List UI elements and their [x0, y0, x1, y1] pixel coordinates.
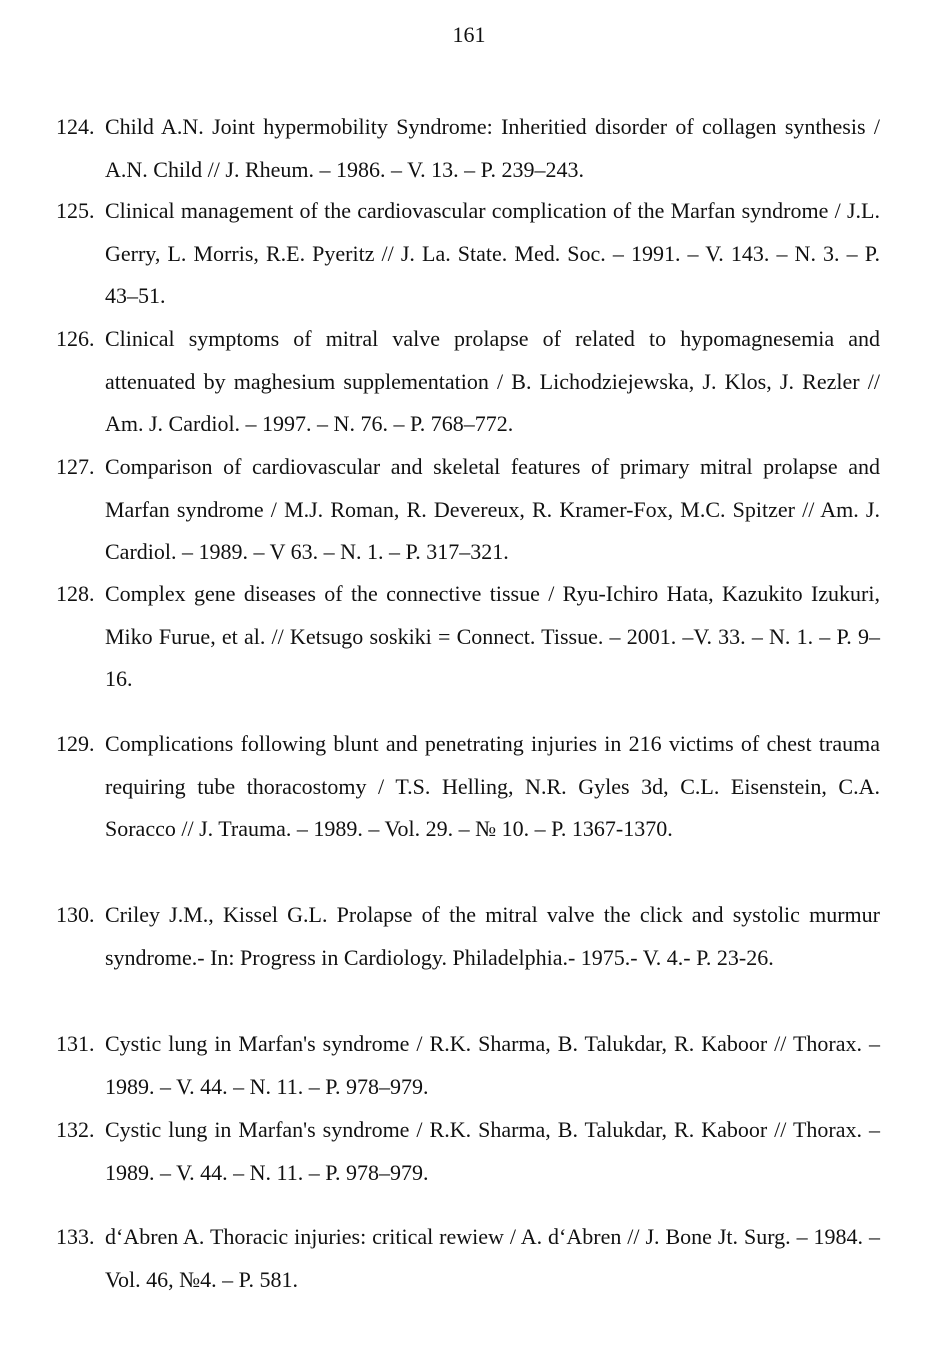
reference-text: Complications following blunt and penetrating injuries in 216 victims of chest trauma requiring tube thoracostomy / T.S. Helling, N.R. Gyles 3d, C.L. Eisenstein, C.A. Soracco // J. Trauma. – 1989. – Vol. 29. – № 10. – P. 1367-1370. [105, 731, 880, 842]
reference-text: Cystic lung in Marfan's syndrome / R.K. Sharma, B. Talukdar, R. Kaboor // Thorax. – 1989. – V. 44. – N. 11. – P. 978–979. [105, 1117, 880, 1185]
reference-item [56, 723, 880, 851]
reference-text: d‘Abren A. Thoracic injuries: critical rewiew / A. d‘Abren // J. Bone Jt. Surg. – 1984. – Vol. 46, №4. – P. 581. [105, 1224, 880, 1292]
reference-item [56, 446, 880, 574]
reference-item [56, 106, 880, 191]
reference-item [56, 1216, 880, 1301]
reference-number: 133. [56, 1224, 95, 1249]
reference-text: Child A.N. Joint hypermobility Syndrome: Inheritied disorder of collagen synthesis / A.N. Child // J. Rheum. – 1986. – V. 13. – P. 239–243. [105, 114, 880, 182]
reference-item [56, 1109, 880, 1194]
reference-number: 132. [56, 1117, 95, 1142]
reference-text: Cystic lung in Marfan's syndrome / R.K. Sharma, B. Talukdar, R. Kaboor // Thorax. – 1989. – V. 44. – N. 11. – P. 978–979. [105, 1031, 880, 1099]
reference-number: 131. [56, 1031, 95, 1056]
reference-number: 127. [56, 454, 95, 479]
reference-number: 130. [56, 902, 95, 927]
reference-text: Complex gene diseases of the connective tissue / Ryu-Ichiro Hata, Kazukito Izukuri, Miko Furue, et al. // Ketsugo soskiki = Connect. Tissue. – 2001. –V. 33. – N. 1. – P. 9–16. [105, 581, 880, 692]
reference-text: Comparison of cardiovascular and skeletal features of primary mitral prolapse and Marfan syndrome / M.J. Roman, R. Devereux, R. Kramer-Fox, M.C. Spitzer // Am. J. Cardiol. – 1989. – V 63. – N. 1. – P. 317–321. [105, 454, 880, 565]
reference-item [56, 894, 880, 979]
reference-number: 124. [56, 114, 95, 139]
reference-item [56, 1023, 880, 1108]
page-number: 161 [452, 22, 486, 47]
reference-item [56, 318, 880, 446]
reference-number: 125. [56, 198, 95, 223]
reference-item [56, 573, 880, 701]
reference-number: 126. [56, 326, 95, 351]
reference-item [56, 190, 880, 318]
reference-text: Clinical symptoms of mitral valve prolapse of related to hypomagnesemia and attenuated by maghesium supplementation / B. Lichodziejewska, J. Klos, J. Rezler // Am. J. Cardiol. – 1997. – N. 76. – P. 768–772. [105, 326, 880, 437]
reference-number: 129. [56, 731, 95, 756]
reference-text: Criley J.M., Kissel G.L. Prolapse of the mitral valve the click and systolic murmur syndrome.- In: Progress in Cardiology. Philadelphia.- 1975.- V. 4.- P. 23-26. [105, 902, 880, 970]
reference-number: 128. [56, 581, 95, 606]
reference-text: Clinical management of the cardiovascular complication of the Marfan syndrome / J.L. Gerry, L. Morris, R.E. Pyeritz // J. La. State. Med. Soc. – 1991. – V. 143. – N. 3. – P. 43–51. [105, 198, 880, 309]
